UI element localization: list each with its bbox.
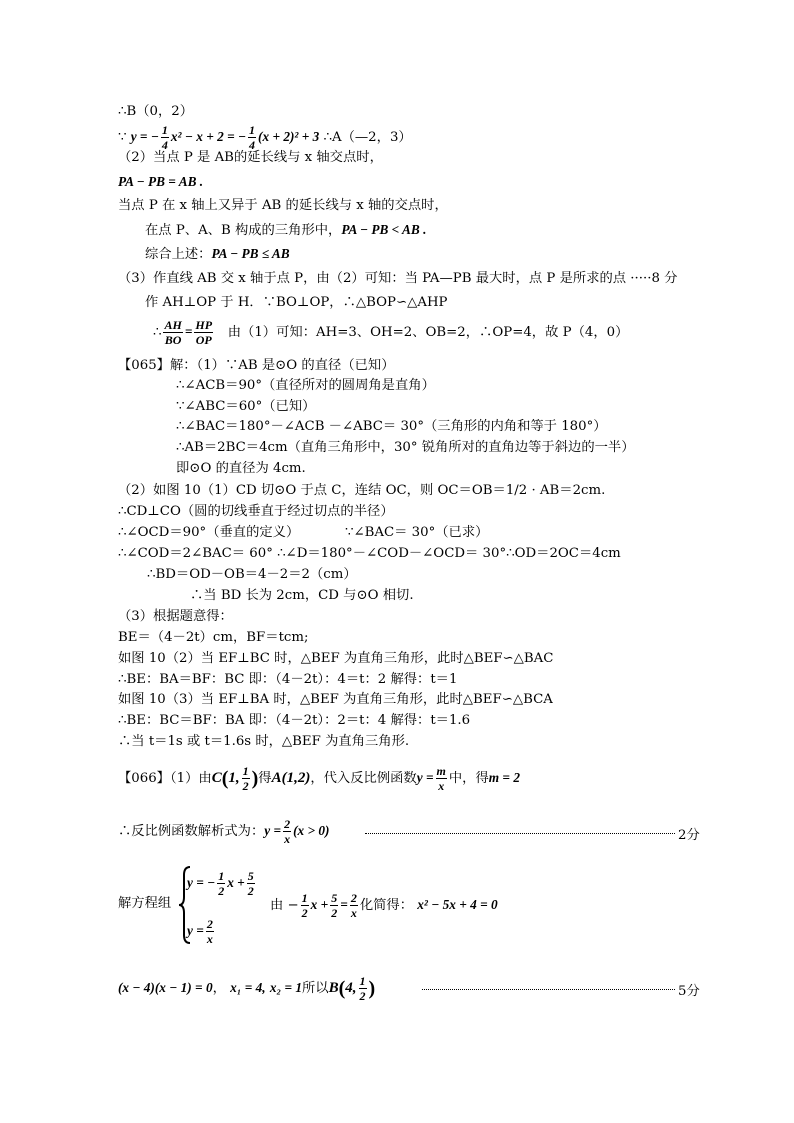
line: BE＝（4－2t）cm，BF＝tcm;: [118, 630, 309, 645]
line: （2）当点 P 是 AB的延长线与 x 轴交点时，: [118, 150, 383, 165]
line: 如图 10（3）当 EF⊥BA 时，△BEF 为直角三角形，此时△BEF∽△BCA: [118, 692, 553, 707]
line: ∴当 BD 长为 2cm，CD 与⊙O 相切.: [190, 588, 414, 603]
line: ∴当 t＝1s 或 t＝1.6s 时，△BEF 为直角三角形.: [118, 734, 410, 749]
score-mark: 5分: [678, 984, 700, 999]
line: （2）如图 10（1）CD 切⊙O 于点 C，连结 OC，则 OC＝OB＝1/2 · AB＝2cm.: [118, 483, 606, 498]
line: PA − PB = AB .: [118, 174, 204, 189]
line: ∵ y = − $\frac{1}{4}$ x² − x + 2 = − $\frac{1}{4}$ (x + 2)² + 3 ∴A（—2，3）: [118, 123, 412, 152]
line: 【066】（1）由C(1, $\frac{1}{2}$ )得A(1,2)，代入反比例函数y = $\frac{m}{x}$ 中，得m = 2: [118, 764, 520, 793]
line: ∴ $\frac{AH}{BO}$ = $\frac{HP}{OP}$ 由（1）可知：AH=3、OH=2、OB=2，∴OP=4，故 P（4，0）: [153, 318, 629, 347]
line: ∴∠BAC＝180°－∠ACB －∠ABC＝ 30°（三角形的内角和等于 180°）: [176, 419, 607, 434]
line: y = $\frac{2}{x}$: [187, 917, 213, 946]
line: ∵∠BAC＝ 30°（已求）: [345, 525, 489, 540]
line: （3）作直线 AB 交 x 轴于点 P，由（2）可知：当 PA—PB 最大时，点 P 是所求的点 ·····8 分: [118, 271, 678, 286]
line: 当点 P 在 x 轴上又异于 AB 的延长线与 x 轴的交点时，: [118, 198, 448, 213]
dotted-leader: [365, 833, 675, 834]
line: 作 AH⊥OP 于 H．∵BO⊥OP，∴△BOP∽△AHP: [145, 295, 448, 310]
line: 解方程组: [118, 896, 172, 911]
dotted-leader: [422, 989, 675, 990]
line: ∴AB＝2BC＝4cm（直角三角形中，30° 锐角所对的直角边等于斜边的一半）: [176, 440, 635, 455]
line: ∴∠OCD＝90°（垂直的定义）: [118, 525, 300, 540]
line: （3）根据题意得：: [118, 609, 233, 624]
line: ∴反比例函数解析式为：y = $\frac{2}{x}$ (x > 0): [118, 817, 330, 846]
line: ∴∠COD＝2∠BAC＝ 60° ∴∠D＝180°－∠COD－∠OCD＝ 30°∴OD＝2OC＝4cm: [118, 546, 621, 561]
line: ∴BE：BC＝BF：BA 即：（4－2t）：2＝t：4 解得：t＝1.6: [118, 713, 471, 728]
line: ∴CD⊥CO（圆的切线垂直于经过切点的半径）: [118, 504, 394, 519]
line: (x − 4)(x − 1) = 0， x₁ = 4, x₂ = 1所以B(4, $\frac{1}{2}$ ): [118, 974, 376, 1003]
line: 即⊙O 的直径为 4cm.: [176, 461, 306, 476]
line: 如图 10（2）当 EF⊥BC 时，△BEF 为直角三角形，此时△BEF∽△BAC: [118, 651, 554, 666]
line: 在点 P、A、B 构成的三角形中，PA − PB < AB .: [145, 222, 427, 238]
score-mark: 2分: [678, 828, 700, 843]
line: ∴B（0，2）: [118, 104, 194, 119]
line: ∴∠ACB＝90°（直径所对的圆周角是直角）: [176, 378, 435, 393]
line: 由 − $\frac{1}{2}$ x + $\frac{5}{2}$ = $\frac{2}{x}$ 化简得： x² − 5x + 4 = 0: [270, 891, 498, 920]
line: y = − $\frac{1}{2}$ x + $\frac{5}{2}$: [187, 869, 254, 898]
line: ∵∠ABC＝60°（已知）: [176, 399, 316, 414]
line: 【065】解：（1）∵AB 是⊙O 的直径（已知）: [118, 358, 395, 373]
line: ∴BD＝OD－OB＝4－2＝2（cm）: [147, 567, 357, 582]
line: 综合上述：PA − PB ≤ AB: [145, 246, 290, 262]
line: ∴BE：BA＝BF：BC 即：（4－2t）：4＝t：2 解得：t＝1: [118, 672, 458, 687]
